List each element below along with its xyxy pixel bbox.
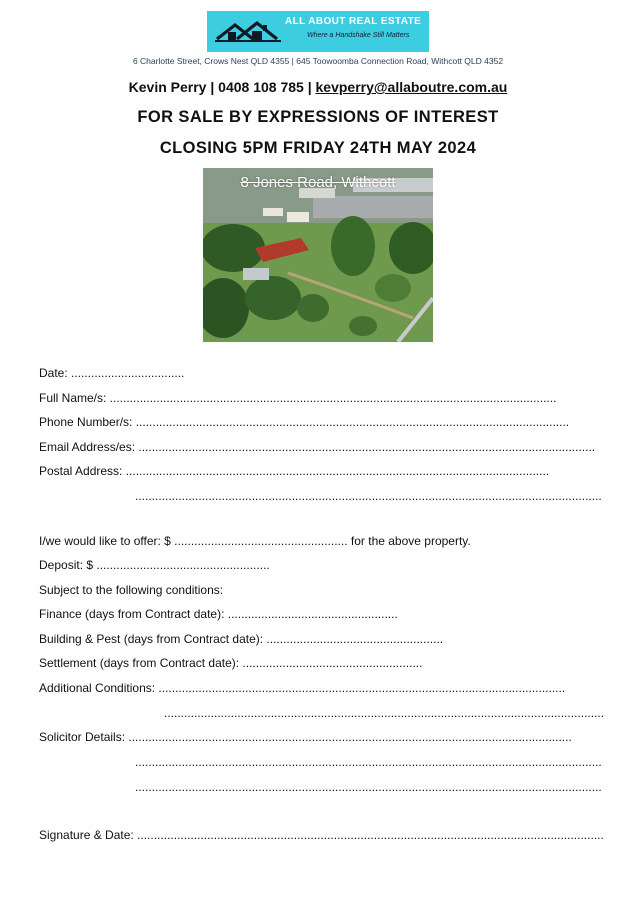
deposit-field[interactable]: Deposit: $ .................................................... bbox=[39, 558, 270, 572]
phone-field[interactable]: Phone Number/s: .................................................................................................................................. bbox=[39, 415, 570, 429]
house-roofs-icon bbox=[215, 19, 283, 48]
solicitor-details-field[interactable]: Solicitor Details: ..................................................................................................................................... bbox=[39, 730, 572, 744]
offer-suffix-label: for the above property. bbox=[347, 534, 471, 548]
company-logo bbox=[207, 11, 429, 52]
offer-amount-field[interactable]: I/we would like to offer: $ .................................................... bbox=[39, 534, 348, 548]
agent-name-phone: Kevin Perry | 0408 108 785 | bbox=[128, 79, 316, 95]
signature-date-field[interactable]: Signature & Date: ............................................................................................................................................ bbox=[39, 828, 604, 842]
sale-headline: FOR SALE BY EXPRESSIONS OF INTEREST bbox=[137, 108, 499, 126]
postal-address-continuation[interactable]: ............................................................................................................................................ bbox=[135, 489, 602, 503]
additional-conditions-continuation[interactable]: .................................................................................................................................... bbox=[164, 706, 605, 720]
full-name-field[interactable]: Full Name/s: ...................................................................................................................................... bbox=[39, 391, 557, 405]
finance-days-field[interactable]: Finance (days from Contract date): ................................................... bbox=[39, 607, 398, 621]
logo-brand-name: ALL ABOUT REAL ESTATE bbox=[285, 16, 422, 27]
office-addresses: 6 Charlotte Street, Crows Nest QLD 4355 | 645 Toowoomba Connection Road, Withcott QLD 4352 bbox=[132, 56, 504, 66]
closing-date-headline: CLOSING 5PM FRIDAY 24TH MAY 2024 bbox=[159, 139, 477, 157]
offer-line bbox=[39, 534, 471, 548]
conditions-heading: Subject to the following conditions: bbox=[39, 583, 224, 597]
building-pest-days-field[interactable]: Building & Pest (days from Contract date): ..................................................... bbox=[39, 632, 444, 646]
property-aerial-photo bbox=[203, 168, 433, 342]
settlement-days-field[interactable]: Settlement (days from Contract date): ...................................................... bbox=[39, 656, 423, 670]
email-field[interactable]: Email Address/es: ......................................................................................................................................... bbox=[39, 440, 596, 454]
postal-address-field[interactable]: Postal Address: ............................................................................................................................... bbox=[39, 464, 550, 478]
agent-email-link[interactable]: kevperry@allaboutre.com.au bbox=[315, 79, 508, 95]
additional-conditions-field[interactable]: Additional Conditions: .......................................................................................................................... bbox=[39, 681, 566, 695]
solicitor-details-continuation-2[interactable]: ............................................................................................................................................ bbox=[135, 780, 602, 794]
logo-tagline: Where a Handshake Still Matters bbox=[307, 32, 410, 39]
agent-contact bbox=[0, 79, 636, 95]
date-field[interactable]: Date: .................................. bbox=[39, 366, 185, 380]
solicitor-details-continuation-1[interactable]: ............................................................................................................................................ bbox=[135, 755, 602, 769]
property-address-caption: 8 Jones Road, Withcott bbox=[240, 174, 396, 191]
